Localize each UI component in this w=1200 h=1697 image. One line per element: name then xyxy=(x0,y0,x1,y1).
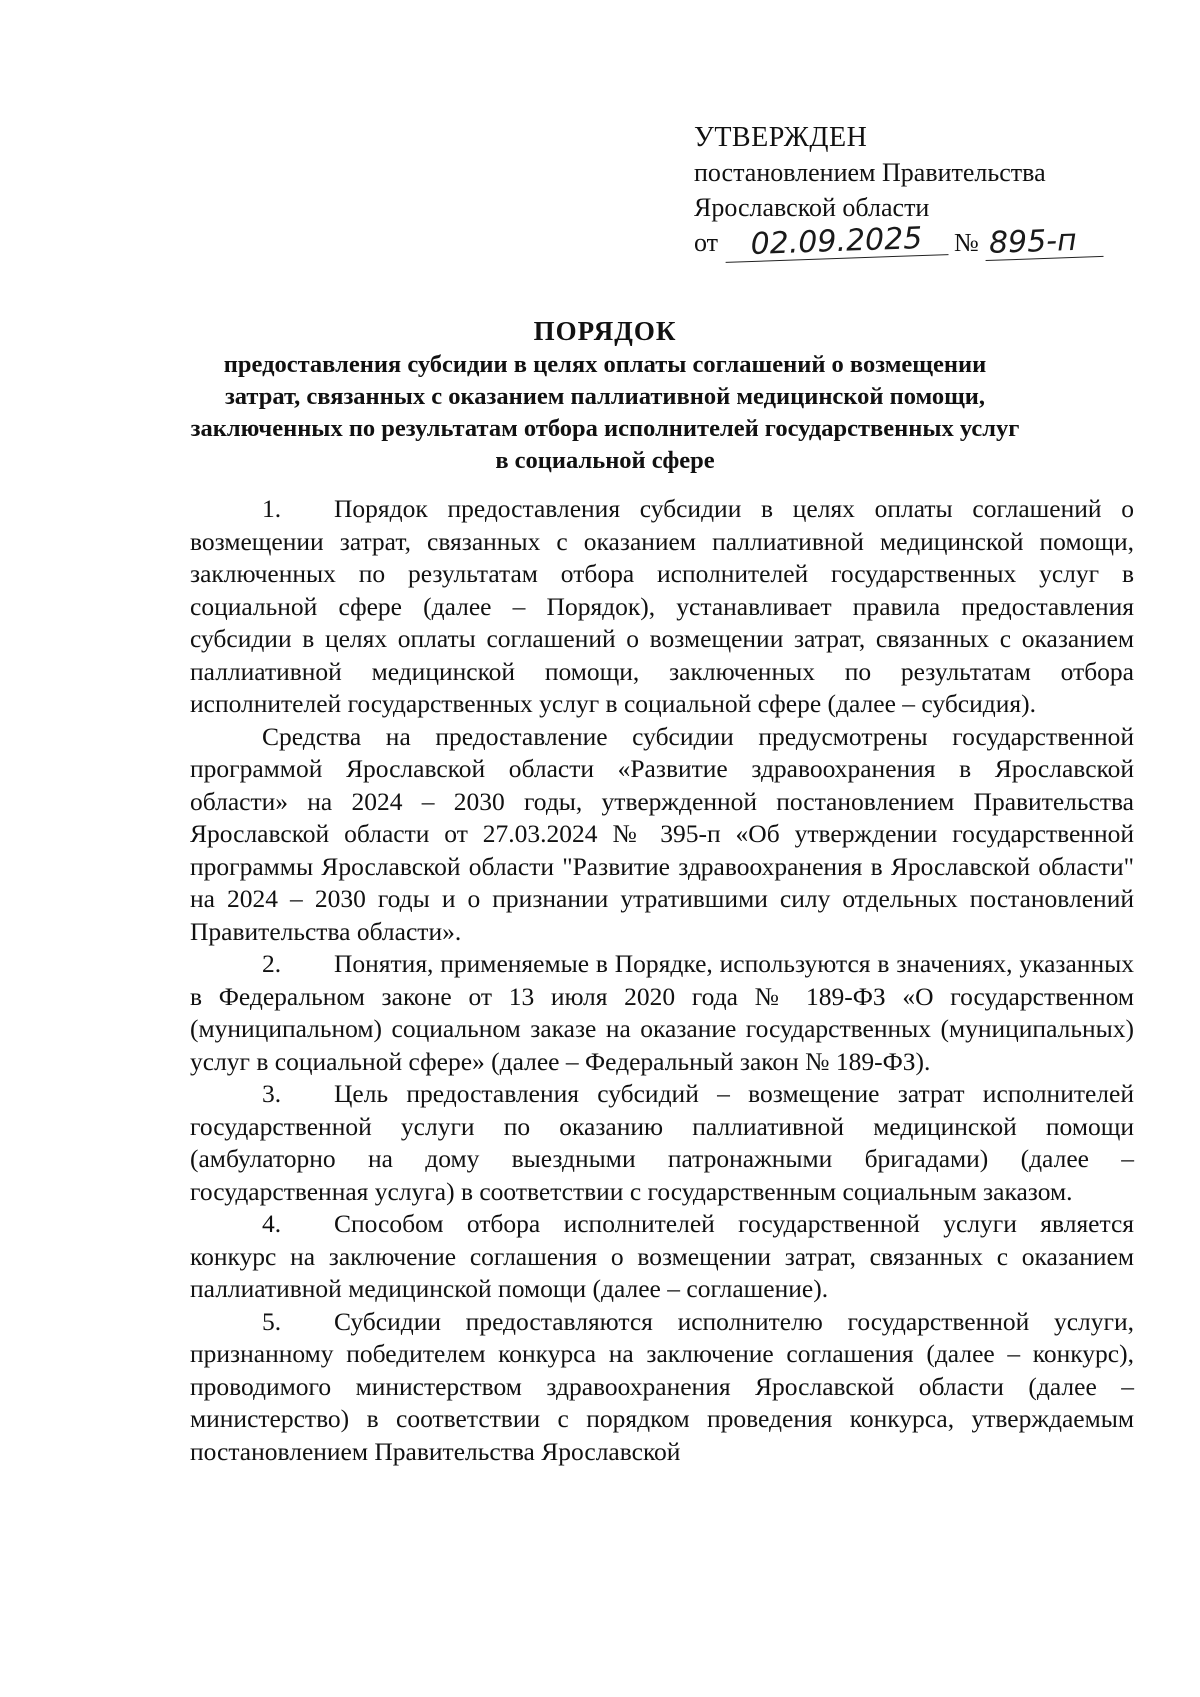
paragraph-number: 1. xyxy=(262,494,282,523)
paragraph-number: 4. xyxy=(262,1209,282,1238)
paragraph-number: 5. xyxy=(262,1306,282,1336)
paragraph-text: Средства на предоставление субсидии предусмотрены государственной программой Ярославской области «Развитие здравоохранения в Ярославской области» на 2024 – 2030 годы, утвержденной постановлением Правительства Ярославской области от 27.03.2024 № 395-п «Об утверждении государственной программы Ярославской области "Развитие здравоохранения в Ярославской области" на 2024 – 2030 годы и о признании утратившими силу отдельных постановлений Правительства области». xyxy=(190,721,1134,946)
paragraph-number: 2. xyxy=(262,949,282,978)
paragraph-text: Понятия, применяемые в Порядке, используются в значениях, указанных в Федеральном законе от 13 июля 2020 года № 189-ФЗ «О государственном (муниципальном) социальном заказе на оказание государственных (муниципальных) услуг в социальной сфере» (далее – Федеральный закон № 189-ФЗ). xyxy=(190,949,1134,1076)
approval-stamp xyxy=(694,120,1134,260)
paragraph-1-funding xyxy=(190,721,1134,949)
paragraph-4 xyxy=(190,1208,1134,1306)
number-label: № xyxy=(954,228,979,257)
approval-title: УТВЕРЖДЕН xyxy=(694,122,868,153)
paragraph-3 xyxy=(190,1078,1134,1208)
document-subtitle: предоставления субсидии в целях оплаты соглашений о возмещении затрат, связанных с оказанием паллиативной медицинской помощи, заключенных по результатам отбора исполнителей государственных услуг в социальной сфере xyxy=(190,351,1020,474)
handwritten-number: 895-п xyxy=(985,224,1104,261)
paragraph-text: Цель предоставления субсидий – возмещение затрат исполнителей государственной услуги по оказанию паллиативной медицинской помощи (амбулаторно на дому выездными патронажными бригадами) (далее – государственная услуга) в соответствии с государственным социальным заказом. xyxy=(190,1079,1134,1206)
document-title-block xyxy=(190,313,1020,477)
document-title: ПОРЯДОК xyxy=(533,316,677,346)
paragraph-text: Субсидии предоставляются исполнителю государственной услуги, признанному победителем конкурса на заключение соглашения (далее – конкурс), проводимого министерством здравоохранения Ярославской области (далее – министерство) в соответствии с порядком проведения конкурса, утверждаемым постановлением Правительства Ярославской xyxy=(190,1306,1134,1466)
document-body xyxy=(190,493,1134,1468)
approval-line-1: постановлением Правительства xyxy=(694,158,1046,187)
handwritten-date: 02.09.2025 xyxy=(724,222,948,263)
paragraph-5 xyxy=(190,1306,1134,1469)
paragraph-2 xyxy=(190,948,1134,1078)
approval-line-2: Ярославской области xyxy=(694,193,930,222)
paragraph-text: Способом отбора исполнителей государственной услуги является конкурс на заключение соглашения о возмещении затрат, связанных с оказанием паллиативной медицинской помощи (далее – соглашение). xyxy=(190,1209,1134,1303)
paragraph-text: Порядок предоставления субсидии в целях оплаты соглашений о возмещении затрат, связанных с оказанием паллиативной медицинской помощи, заключенных по результатам отбора исполнителей государственных услуг в социальной сфере (далее – Порядок), устанавливает правила предоставления субсидии в целях оплаты соглашений о возмещении затрат, связанных с оказанием паллиативной медицинской помощи, заключенных по результатам отбора исполнителей государственных услуг в социальной сфере (далее – субсидия). xyxy=(190,494,1134,718)
paragraph-1 xyxy=(190,493,1134,721)
paragraph-number: 3. xyxy=(262,1079,282,1108)
approval-date-line xyxy=(694,221,1134,262)
from-label: от xyxy=(694,228,719,257)
